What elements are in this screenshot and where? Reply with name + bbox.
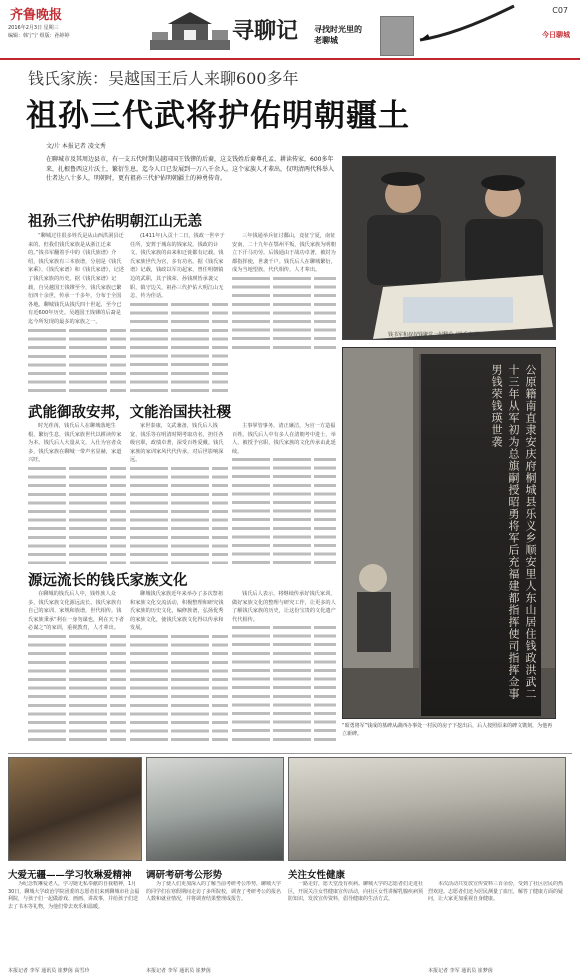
section-heading-1: 祖孙三代护佑明朝江山无恙 xyxy=(28,213,202,230)
page-number: C07 xyxy=(552,6,568,15)
bottom-text-2: 为了使人们更加深入的了解当前考研考公形势，聊城大学的同学们在寒假期间走访了多所院校，调查了考研考公的报名人数和就业情况，并将调查结果整理成报告。 xyxy=(146,881,282,903)
bottom-text-4: 本次活动共发放宣传资料三百余份，受到了社区居民的热烈欢迎。志愿者们还为居民测量了血压，解答了健康方面的疑问，让大家更加重视自身健康。 xyxy=(428,881,564,903)
column-subtitle xyxy=(314,24,362,46)
body-column: (1411年)入贡十二日，钱政一世卒于任所，安葬于城东的钱家坟。钱政的讣文、钱氏家族的由来和迁徙都有记载。钱氏家族世代为官，多有功名。据《钱氏家谱》记载，钱政以军功起家，曾任明朝镇边的武职，其子钱荣、孙钱瑛皆承袭父职，镇守边关，祖孙三代护佑大明江山无恙，传为佳话。 xyxy=(130,232,228,396)
section-heading-2: 武能御敌安邦，文能治国扶社稷 xyxy=(28,404,231,421)
columnist-portrait xyxy=(380,16,414,56)
column-title: 寻聊记 xyxy=(232,18,299,44)
skyline-illustration xyxy=(150,10,230,50)
body-column: 聊城钱氏家族近年来举办了多次祭祖和家族文化交流活动，积极整理和研究钱氏家族的历史文化，编修族谱，弘扬优秀的家族文化，使钱氏家族文化得以传承和发展。 xyxy=(130,590,228,746)
bottom-heading-1: 大爱无疆——学习牧琳爱精神 xyxy=(8,870,132,881)
body-column: 在聊城的钱氏后人中，钱姓族人众多，钱氏家族文化源远流长，钱氏家族有自己的家训、家规和族谱，世代相传。钱氏家族秉承“利在一身勿谋也，利在天下者必谋之”的家训，重视教育，人才辈出。 xyxy=(28,590,126,746)
photo-survey-students xyxy=(146,757,284,861)
section-divider xyxy=(8,753,572,754)
photo-memorial-stele xyxy=(342,347,556,719)
photo-caption-1: 钱书军和叔叔钱聚堂一起翻看《钱氏家训》。 xyxy=(388,332,486,338)
column-sub-line2: 老聊城 xyxy=(314,36,338,45)
bottom-credit-2: 本报记者 李军 通讯员 崔梦茵 xyxy=(146,968,211,974)
bottom-credit-3: 本报记者 李军 通讯员 崔梦茵 xyxy=(428,968,493,974)
bottom-heading-2: 调研考研考公形势 xyxy=(146,870,223,881)
article-headline: 祖孙三代武将护佑明朝疆土 xyxy=(26,98,410,134)
bottom-heading-3: 关注女性健康 xyxy=(288,870,346,881)
article-kicker: 钱氏家族：吴越国王后人来聊600多年 xyxy=(28,69,299,88)
elders-illustration xyxy=(343,157,556,340)
body-column: 钱氏后人表示，将继续传承好钱氏家训，做好家族文化的整理与研究工作，让更多的人了解钱氏家族的历史，让这份宝贵的文化遗产代代相传。 xyxy=(232,590,336,746)
body-column: 三年钱通举兵征讨鄱山，竟征宁夏，南征安南，二十九年在鄂州平叛，钱氏家族为明朝立下汗马功劳。后钱通由于战功卓著，被封为都指挥使，世袭千户。钱氏后人在聊城繁衍，成为当地望族，代代相传，人才辈出。 xyxy=(232,232,336,352)
photo-caption-2: “昭勇将军”钱成的墓碑从湖西办事处一村民的房子下挖出后，后人按照原来的碑文镌刻，为他再立新碑。 xyxy=(342,723,553,737)
bottom-credit-1: 本报记者 李军 通讯员 崔梦茵 高雪玲 xyxy=(8,968,90,974)
brush-icon xyxy=(418,4,518,44)
section-label: 今日聊城 xyxy=(542,31,570,39)
bottom-text-1: 为纪念牧琳爱老人，学习她无私奉献的自我精神，1月30日，聊城大学政治学院团委的志愿者们来到聊城市社会福利院，与孩子们一起做游戏、画画、讲故事，并给孩子们送去了书本等礼物，为他们带去欢乐和温暖。 xyxy=(8,881,140,910)
memorial-stele xyxy=(419,354,541,716)
masthead xyxy=(0,0,580,60)
date-editor-info xyxy=(8,24,70,40)
article-byline: 文/片 本报记者 凌文秀 xyxy=(46,143,106,150)
date-line: 2016年2月3日 星期三 xyxy=(8,25,59,31)
body-column: 时光荏苒，钱氏后人在聊城落地生根，繁衍生息，钱氏家族世代以耕读传家为本。钱氏后人大量从文，入仕为官者众多，钱氏家族在聊城一带声名显赫，家道兴旺。 xyxy=(28,422,126,564)
photo-elders-reading xyxy=(342,156,556,340)
column-sub-line1: 寻找时光里的 xyxy=(314,25,362,34)
body-column: “聊城过往很多姓氏是从山西洪洞县迁来的，但我们钱氏家族是从浙江迁来的。”钱书军翻着手中的《钱氏族谱》介绍，钱氏家族有三本族谱，分别是《钱氏家乘》、《钱氏家谱》和《钱氏家谱》，记述了钱氏家族的历史。据《钱氏家谱》记载，自吴越国王钱镠至今，钱氏家族已繁衍四十余世，传承一千多年，分布于全国各地。聊城钱氏从钱氏四十世起，至今已有近600年历史。吴越国王钱镠的后裔是迄今所发现的最多的家族之一。 xyxy=(28,232,126,396)
newspaper-logo: 齐鲁晚报 xyxy=(10,8,63,23)
body-column: 家世泰康，文武兼备，钱氏后人钱宽、钱乐等在明清时期考取功名，担任各级官职，政绩卓著，深受百姓爱戴。钱氏家族的家训家风代代传承，对后世影响深远。 xyxy=(130,422,228,564)
editor-line: 编辑：韩宁宁 组版：孙婷婷 xyxy=(8,33,70,39)
photo-health-lecture xyxy=(288,757,566,861)
stele-inscription: 公原籍南直隶安庆府桐城县乐义乡顺安里人东山居住钱政洪武二十三年从军初为总旗嗣授昭勇将军后充福建都指挥使司指挥佥事男钱荣钱瑛世袭 xyxy=(490,364,537,700)
bottom-text-3: 一路走好，愿天堂没有疾病。聊城大学的志愿者们走进社区，开展关注女性健康宣传活动，向社区女性讲解乳腺疾病预防知识，发放宣传资料，倡导健康的生活方式。 xyxy=(288,881,424,903)
body-column: 主事掌管事务，清正廉洁，为官一方造福百姓。钱氏后人中有多人在清朝考中进士、举人，被授予官职，钱氏家族的文化传承由此延续。 xyxy=(232,422,336,564)
section-heading-3: 源远流长的钱氏家族文化 xyxy=(28,572,188,589)
photo-volunteers-library xyxy=(8,757,142,861)
article-lead: 在聊城市及其周边县市，有一支五代时期吴越国国王钱镠的后裔，这支钱姓后裔尊孔孟、耕读传家，600多年来，扎根鲁西这片沃土，繁衍生息，迄今人口已发展到一万八千余人。这个家族人才辈出，仅明清两代科举入仕者达八十多人，明朝时，更有祖孙三代护佑明朝疆土的神勇传奇。 xyxy=(46,156,335,182)
